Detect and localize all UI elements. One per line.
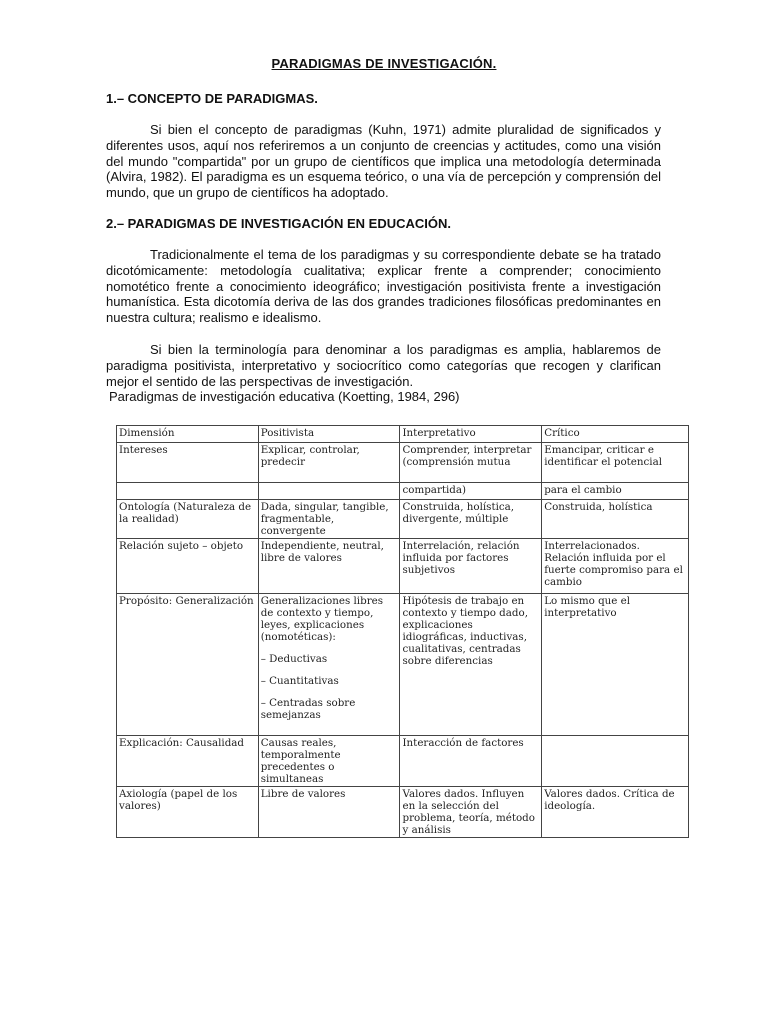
header-interpretativo: Interpretativo — [400, 426, 542, 443]
table-caption: Paradigmas de investigación educativa (Koetting, 1984, 296) — [109, 389, 460, 404]
header-dimension: Dimensión — [117, 426, 259, 443]
cell-explicacion-interpretativo: Interacción de factores — [400, 736, 542, 787]
cell-intereses-cont-positivista — [258, 483, 400, 500]
cell-axiologia-dimension: Axiología (papel de los valores) — [117, 787, 259, 838]
cell-proposito-critico: Lo mismo que el interpretativo — [542, 594, 689, 736]
header-critico: Crítico — [542, 426, 689, 443]
section-2-paragraph-2-text: Si bien la terminología para denominar a los paradigmas es amplia, hablaremos de paradigma positivista, interpretativo y sociocrítico como categorías que recogen y clarifican mejor el sentido de las perspectivas de investigación. — [106, 342, 661, 389]
paradigms-table — [116, 425, 689, 838]
proposito-item-deductivas: – Deductivas — [260, 653, 328, 665]
cell-intereses-interpretativo: Comprender, interpretar (comprensión mutua — [400, 443, 542, 483]
table-row-proposito — [117, 594, 689, 736]
section-2-paragraph-2 — [106, 342, 661, 389]
table-row-intereses-cont — [117, 483, 689, 500]
section-1-paragraph — [106, 122, 661, 201]
cell-proposito-positivista — [258, 594, 400, 736]
table-row-axiologia — [117, 787, 689, 838]
table-header-row — [117, 426, 689, 443]
cell-explicacion-positivista: Causas reales, temporalmente precedentes o simultaneas — [258, 736, 400, 787]
document-title: PARADIGMAS DE INVESTIGACIÓN. — [271, 56, 497, 71]
section-2-paragraph-1 — [106, 247, 661, 326]
cell-explicacion-critico — [542, 736, 689, 787]
cell-ontologia-positivista: Dada, singular, tangible, fragmentable, convergente — [258, 500, 400, 539]
section-2-heading: 2.– PARADIGMAS DE INVESTIGACIÓN EN EDUCACIÓN. — [106, 216, 452, 231]
cell-proposito-interpretativo: Hipótesis de trabajo en contexto y tiempo dado, explicaciones idiográficas, inductivas, cualitativas, centradas sobre diferencias — [400, 594, 542, 736]
cell-relacion-positivista: Independiente, neutral, libre de valores — [258, 539, 400, 594]
cell-intereses-dimension: Intereses — [117, 443, 259, 483]
section-1-paragraph-text: Si bien el concepto de paradigmas (Kuhn, 1971) admite pluralidad de significados y diferentes usos, aquí nos referiremos a un conjunto de creencias y actitudes, como una visión del mundo "compartida" por un grupo de científicos que implica una metodología determinada (Alvira, 1982). El paradigma es un esquema teórico, o una vía de percepción y comprensión del mundo, que un grupo de científicos ha adoptado. — [106, 122, 661, 201]
table-row-intereses — [117, 443, 689, 483]
proposito-item-cuantitativas: – Cuantitativas — [260, 675, 339, 687]
cell-relacion-interpretativo: Interrelación, relación influida por factores subjetivos — [400, 539, 542, 594]
cell-relacion-critico: Interrelacionados. Relación influida por el fuerte compromiso para el cambio — [542, 539, 689, 594]
proposito-positivista-intro: Generalizaciones libres de contexto y tiempo, leyes, explicaciones (nomotéticas): — [260, 595, 383, 643]
cell-relacion-dimension: Relación sujeto – objeto — [117, 539, 259, 594]
cell-intereses-cont-critico: para el cambio — [542, 483, 689, 500]
cell-proposito-dimension: Propósito: Generalización — [117, 594, 259, 736]
cell-ontologia-critico: Construida, holística — [542, 500, 689, 539]
cell-intereses-cont-dimension — [117, 483, 259, 500]
table-row-explicacion — [117, 736, 689, 787]
proposito-item-semejanzas: – Centradas sobre semejanzas — [260, 697, 356, 721]
cell-intereses-positivista: Explicar, controlar, predecir — [258, 443, 400, 483]
cell-axiologia-interpretativo: Valores dados. Influyen en la selección del problema, teoría, método y análisis — [400, 787, 542, 838]
header-positivista: Positivista — [258, 426, 400, 443]
cell-axiologia-positivista: Libre de valores — [258, 787, 400, 838]
section-2-paragraph-1-text: Tradicionalmente el tema de los paradigmas y su correspondiente debate se ha tratado dicotómicamente: metodología cualitativa; explicar frente a comprender; conocimiento nomotético frente a conocimiento ideográfico; investigación positivista frente a investigación humanística. Esta dicotomía deriva de las dos grandes tradiciones filosóficas predominantes en nuestra cultura; realismo e idealismo. — [106, 247, 661, 326]
cell-intereses-cont-interpretativo: compartida) — [400, 483, 542, 500]
cell-axiologia-critico: Valores dados. Crítica de ideología. — [542, 787, 689, 838]
cell-ontologia-dimension: Ontología (Naturaleza de la realidad) — [117, 500, 259, 539]
cell-intereses-critico: Emancipar, criticar e identificar el potencial — [542, 443, 689, 483]
cell-explicacion-dimension: Explicación: Causalidad — [117, 736, 259, 787]
section-1-heading: 1.– CONCEPTO DE PARADIGMAS. — [106, 91, 318, 106]
table-row-ontologia — [117, 500, 689, 539]
table-row-relacion — [117, 539, 689, 594]
cell-ontologia-interpretativo: Construida, holística, divergente, múltiple — [400, 500, 542, 539]
